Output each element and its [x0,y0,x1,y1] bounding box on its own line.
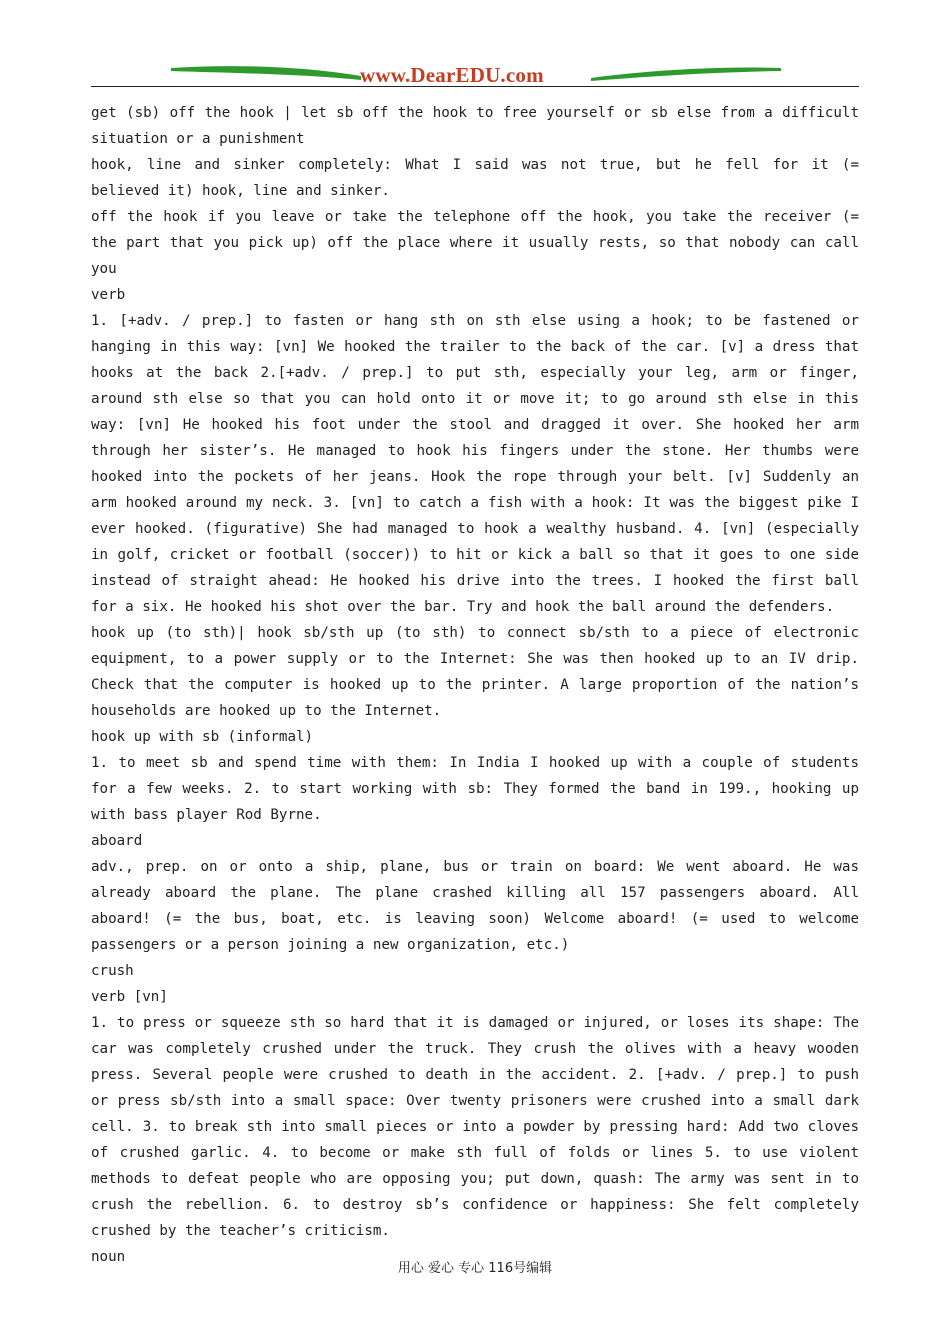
header-divider [91,86,859,87]
left-swoosh-decoration [171,66,361,80]
paragraph: hook up with sb (informal) [91,729,314,745]
paragraph: 1. to press or squeeze sth so hard that it is damaged or injured, or loses its shape: The car was completely crushed under the truck. They crush the olives with a heavy wooden press. Several people were crushed to death in the accident. 2. [+adv. / prep.] to push or press sb/sth into a small space: Over twenty prisoners were crushed into a small dark cell. 3. to break sth into small pieces or into a powder by pressing hard: Add two cloves of crushed garlic. 4. to become or make sth full of folds or lines 5. to use violent methods to defeat people who are opposing you; put down, quash: The army was sent in to crush the rebellion. 6. to destroy sb’s confidence or happiness: She felt completely crushed by the teacher’s criticism. [91,1015,859,1239]
paragraph: verb [vn] [91,989,168,1005]
paragraph: adv., prep. on or onto a ship, plane, bus or train on board: We went aboard. He was already aboard the plane. The plane crashed killing all 157 passengers aboard. All aboard! (= the bus, boat, etc. is leaving soon) Welcome aboard! (= used to welcome passengers or a person joining a new organization, etc.) [91,859,859,953]
paragraph: noun [91,1249,126,1265]
paragraph: hook up (to sth)| hook sb/sth up (to sth) to connect sb/sth to a piece of electronic equipment, to a power supply or to the Internet: She was then hooked up to an IV drip. Check that the computer is hooked up to the printer. A large proportion of the nation’s households are hooked up to the Internet. [91,625,859,719]
paragraph: hook, line and sinker completely: What I said was not true, but he fell for it (= believed it) hook, line and sinker. [91,157,859,199]
site-logo-text: www.DearEDU.com [360,63,544,87]
right-swoosh-decoration [591,67,781,81]
paragraph: off the hook if you leave or take the telephone off the hook, you take the receiver (= the part that you pick up) off the place where it usually rests, so that nobody can call you [91,209,859,277]
page-footer: 用心 爱心 专心 116号编辑 [397,1261,553,1276]
paragraph: crush [91,963,134,979]
document-body [91,100,859,1270]
paragraph: verb [91,287,126,303]
paragraph: 1. to meet sb and spend time with them: In India I hooked up with a couple of students for a few weeks. 2. to start working with sb: They formed the band in 199., hooking up with bass player Rod Byrne. [91,755,859,823]
paragraph: get (sb) off the hook | let sb off the hook to free yourself or sb else from a difficult situation or a punishment [91,105,859,147]
paragraph: aboard [91,833,143,849]
paragraph: 1. [+adv. / prep.] to fasten or hang sth on sth else using a hook; to be fastened or hanging in this way: [vn] We hooked the trailer to the back of the car. [v] a dress that hooks at the back 2.[+adv. / prep.] to put sth, especially your leg, arm or finger, around sth else so that you can hold onto it or move it; to go around sth else in this way: [vn] He hooked his foot under the stool and dragged it over. She hooked her arm through her sister’s. He managed to hook his fingers under the stone. Her thumbs were hooked into the pockets of her jeans. Hook the rope through your belt. [v] Suddenly an arm hooked around my neck. 3. [vn] to catch a fish with a hook: It was the biggest pike I ever hooked. (figurative) She had managed to hook a wealthy husband. 4. [vn] (especially in golf, cricket or football (soccer)) to hit or kick a ball so that it goes to one side instead of straight ahead: He hooked his drive into the trees. I hooked the first ball for a six. He hooked his shot over the bar. Try and hook the ball around the defenders. [91,313,859,615]
